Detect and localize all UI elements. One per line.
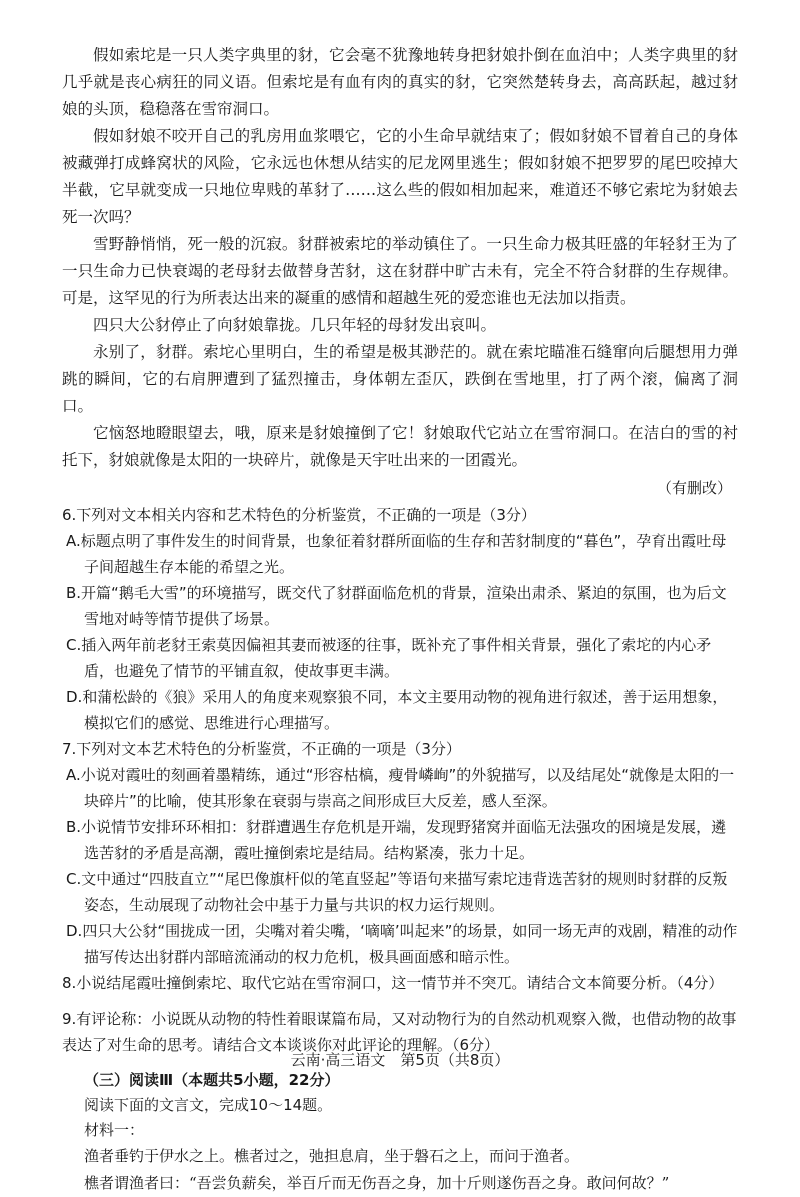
option-a: A.小说对霞吐的刻画着墨精练，通过“形容枯槁，瘦骨嶙峋”的外貌描写，以及结尾处“就像是太阳的一块碎片”的比喻，使其形象在衰弱与崇高之间形成巨大反差，感人至深。 xyxy=(66,766,735,810)
option-c: C.插入两年前老豺王索莫因偏袒其妻而被逐的往事，既补充了事件相关背景，强化了索坨的内心矛盾，也避免了情节的平铺直叙，使故事更丰满。 xyxy=(66,636,712,680)
passage-paragraph: 假如索坨是一只人类字典里的豺，它会毫不犹豫地转身把豺娘扑倒在血泊中；人类字典里的豺几乎就是丧心病狂的同义语。但索坨是有血有肉的真实的豺，它突然楚转身去，高高跃起，越过豺娘的头顶，稳稳落在雪帘洞口。 xyxy=(62,46,738,118)
question-stem: 9.有评论称：小说既从动物的特性着眼谋篇布局，又对动物行为的自然动机观察入微，也借动物的故事表达了对生命的思考。请结合文本谈谈你对此评论的理解。（6分） xyxy=(62,1010,737,1054)
passage-paragraph: 雪野静悄悄，死一般的沉寂。豺群被索坨的举动镇住了。一只生命力极其旺盛的年轻豺王为了一只生命力已快衰竭的老母豺去做替身苦豺，这在豺群中旷古未有，完全不符合豺群的生存规律。可是，这罕见的行为所表达出来的凝重的感情和超越生死的爱恋谁也无法加以指责。 xyxy=(62,235,738,307)
classical-text-line: 渔者垂钓于伊水之上。樵者过之，弛担息肩，坐于磐石之上，而问于渔者。 xyxy=(84,1147,580,1165)
option-d: D.四只大公豺“围拢成一团，尖嘴对着尖嘴，‘嘀嘀’叫起来”的场景，如同一场无声的戏剧，精准的动作描写传达出豺群内部暗流涌动的权力危机，极具画面感和暗示性。 xyxy=(66,922,738,966)
source-note: （有删改） xyxy=(656,479,732,497)
option-b: B.开篇“鹅毛大雪”的环境描写，既交代了豺群面临危机的背景，渲染出肃杀、紧迫的氛围，也为后文雪地对峙等情节提供了场景。 xyxy=(66,584,727,628)
passage-paragraph: 四只大公豺停止了向豺娘靠拢。几只年轻的母豺发出哀叫。 xyxy=(93,316,497,334)
section-reading-3 xyxy=(62,1068,738,1197)
option-b: B.小说情节安排环环相扣：豺群遭遇生存危机是开端，发现野猪窝并面临无法强攻的困境是发展，遴选苦豺的矛盾是高潮，霞吐撞倒索坨是结局。结构紧凑，张力十足。 xyxy=(66,818,727,862)
option-a: A.标题点明了事件发生的时间背景，也象征着豺群所面临的生存和苦豺制度的“暮色”，孕育出霞吐母子间超越生存本能的希望之光。 xyxy=(66,532,727,576)
option-c: C.文中通过“四肢直立”“尾巴像旗杆似的笔直竖起”等语句来描写索坨违背选苦豺的规则时豺群的反叛姿态，生动展现了动物社会中基于力量与共识的权力运行规则。 xyxy=(66,870,728,914)
question-stem: 7.下列对文本艺术特色的分析鉴赏，不正确的一项是（3分） xyxy=(62,740,461,758)
reading-passage xyxy=(62,42,738,502)
question-stem: 8.小说结尾霞吐撞倒索坨、取代它站在雪帘洞口，这一情节并不突兀。请结合文本简要分析。（4分） xyxy=(62,974,724,992)
passage-paragraph: 永别了，豺群。索坨心里明白，生的希望是极其渺茫的。就在索坨瞄准石缝窜向后腿想用力弹跳的瞬间，它的右肩胛遭到了猛烈撞击，身体朝左歪仄，跌倒在雪地里，打了两个滚，偏离了洞口。 xyxy=(62,343,738,415)
question-8 xyxy=(62,970,738,996)
option-d: D.和蒲松龄的《狼》采用人的角度来观察狼不同，本文主要用动物的视角进行叙述，善于运用想象，模拟它们的感觉、思维进行心理描写。 xyxy=(66,688,728,732)
section-instruction: 阅读下面的文言文，完成10～14题。 xyxy=(84,1096,333,1114)
question-6 xyxy=(62,502,738,736)
passage-paragraph: 它恼怒地瞪眼望去，哦，原来是豺娘撞倒了它！豺娘取代它站立在雪帘洞口。在洁白的雪的衬托下，豺娘就像是太阳的一块碎片，就像是天宇吐出来的一团霞光。 xyxy=(62,424,738,469)
material-label: 材料一： xyxy=(84,1121,145,1139)
passage-paragraph: 假如豺娘不咬开自己的乳房用血浆喂它，它的小生命早就结束了；假如豺娘不冒着自己的身体被藏弹打成蜂窝状的风险，它永远也休想从结实的尼龙网里逃生；假如豺娘不把罗罗的尾巴咬掉大半截，它早就变成一只地位卑贱的革豺了……这么些的假如相加起来，难道还不够它索坨为豺娘去死一次吗？ xyxy=(62,127,738,226)
classical-text-line: 樵者谓渔者曰：“吾尝负薪矣，举百斤而无伤吾之身，加十斤则遂伤吾之身。敢问何故？” xyxy=(84,1174,670,1192)
question-7 xyxy=(62,736,738,970)
section-title: （三）阅读Ⅲ（本题共5小题，22分） xyxy=(84,1071,340,1089)
page-footer: 云南·高三语文 第5页（共8页） xyxy=(290,1051,510,1069)
question-stem: 6.下列对文本相关内容和艺术特色的分析鉴赏，不正确的一项是（3分） xyxy=(62,506,536,524)
